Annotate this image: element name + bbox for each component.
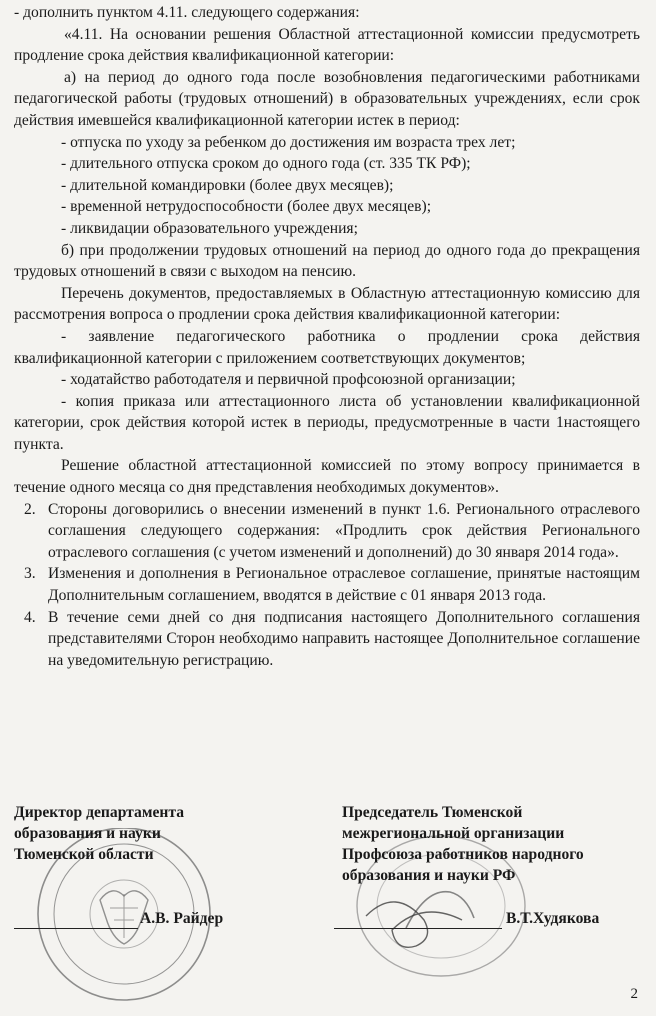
signature-line-right: [334, 928, 502, 929]
list-number: 2.: [24, 500, 36, 518]
dash-item: - отпуска по уходу за ребенком до достижения им возраста трех лет;: [61, 133, 516, 151]
list-number: 3.: [24, 565, 36, 583]
signatory-title: Директор департамента: [14, 804, 184, 821]
list-text: Изменения и дополнения в Региональное отраслевое соглашение, принятые настоящим Дополнительным соглашением, вводятся в действие с 01 января 2013 года.: [48, 565, 640, 605]
list-item: [14, 563, 640, 606]
dash-item: - длительного отпуска сроком до одного года (ст. 335 ТК РФ);: [61, 155, 471, 173]
page-number: 2: [630, 986, 638, 1002]
signatory-name-left: А.В. Райдер: [140, 910, 224, 927]
list-text: В течение семи дней со дня подписания настоящего Дополнительного соглашения представителями Сторон необходимо направить настоящее Дополнительное соглашение на уведомительную регистрацию.: [48, 608, 640, 669]
paragraph-documents: Перечень документов, предоставляемых в Областную аттестационную комиссию для рассмотрения вопроса о продлении срока действия квалификационной категории:: [14, 284, 640, 324]
document-item: - заявление педагогического работника о продлении срока действия квалификационной категории с приложением соответствующих документов;: [14, 327, 640, 367]
numbered-list: [14, 499, 640, 672]
document-item: - ходатайство работодателя и первичной профсоюзной организации;: [61, 371, 516, 389]
signatory-title: межрегиональной организации: [342, 825, 565, 842]
document-body: [14, 2, 640, 671]
list-item: [14, 499, 640, 564]
list-text: Стороны договорились о внесении изменений в пункт 1.6. Регионального отраслевого соглашения следующего содержания: «Продлить срок действия Регионального отраслевого соглашения (с учетом изменений и дополнений) до 30 января 2014 года».: [48, 500, 640, 561]
paragraph-decision: Решение областной аттестационной комиссией по этому вопросу принимается в течение одного месяца со дня представления необходимых документов».: [14, 457, 640, 497]
signatory-title: образования и науки: [14, 825, 161, 842]
intro-line: - дополнить пунктом 4.11. следующего содержания:: [14, 4, 360, 21]
paragraph-a: а) на период до одного года после возобновления педагогическими работниками педагогической работы (трудовых отношений) в образовательных учреждениях, если срок действия имевшейся квалификационной категории истек в период:: [14, 68, 640, 129]
signatory-title: образования и науки РФ: [342, 867, 516, 884]
paragraph-4-11: «4.11. На основании решения Областной аттестационной комиссии предусмотреть продление срока действия квалификационной категории:: [14, 25, 640, 65]
dash-item: - временной нетрудоспособности (более двух месяцев);: [61, 198, 432, 216]
signature-block-left: [14, 802, 314, 865]
document-item: - копия приказа или аттестационного листа об установлении квалификационной категории, срок действия которой истек в периоды, предусмотренные в части 1настоящего пункта.: [14, 392, 640, 453]
dash-item: - ликвидации образовательного учреждения;: [61, 219, 358, 237]
signatory-title: Председатель Тюменской: [342, 804, 523, 821]
signature-line-left: [14, 928, 138, 929]
list-item: [14, 607, 640, 672]
dash-item: - длительной командировки (более двух месяцев);: [61, 176, 394, 194]
signatory-title: Профсоюза работников народного: [342, 846, 584, 863]
signatory-title: Тюменской области: [14, 846, 154, 863]
signature-block-right: [342, 802, 642, 886]
signatory-name-right: В.Т.Худякова: [506, 910, 600, 927]
list-number: 4.: [24, 608, 36, 626]
paragraph-b: б) при продолжении трудовых отношений на период до одного года до прекращения трудовых отношений в связи с выходом на пенсию.: [14, 241, 640, 281]
